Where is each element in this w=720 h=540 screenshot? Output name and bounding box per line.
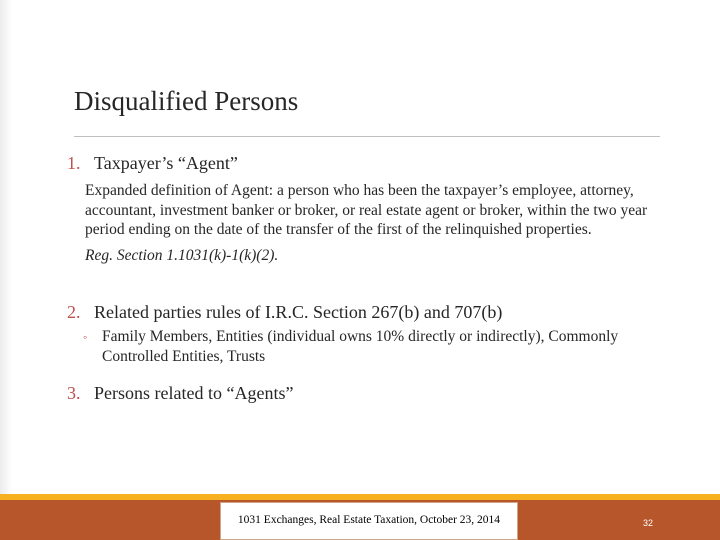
list-item-agents-related	[67, 383, 293, 404]
list-number: 2.	[67, 302, 81, 322]
agent-definition-block	[85, 181, 665, 265]
list-item-related-parties	[67, 302, 502, 323]
related-parties-subitem	[83, 327, 643, 367]
title-divider	[74, 136, 660, 137]
footer-text: 1031 Exchanges, Real Estate Taxation, October 23, 2014	[237, 514, 501, 526]
list-item-text: Related parties rules of I.R.C. Section 267(b) and 707(b)	[94, 302, 503, 322]
agent-definition-text: Expanded definition of Agent: a person who has been the taxpayer’s employee, attorney, accountant, investment banker or broker, or real estate agent or broker, within the two year period ending on the date of the transfer of the first of the relinquished properties.	[85, 182, 648, 238]
slide-title: Disqualified Persons	[74, 86, 299, 116]
list-item-agent	[67, 153, 238, 174]
slide-left-shadow	[0, 0, 12, 500]
list-item-text: Taxpayer’s “Agent”	[94, 153, 238, 173]
page-number: 32	[642, 518, 653, 528]
list-number: 3.	[67, 383, 81, 403]
list-number: 1.	[67, 153, 81, 173]
regulation-citation: Reg. Section 1.1031(k)-1(k)(2).	[85, 246, 279, 264]
related-parties-text: Family Members, Entities (individual owns 10% directly or indirectly), Commonly Controlled Entities, Trusts	[102, 328, 619, 365]
bullet-icon: ◦	[83, 330, 88, 344]
list-item-text: Persons related to “Agents”	[94, 383, 294, 403]
